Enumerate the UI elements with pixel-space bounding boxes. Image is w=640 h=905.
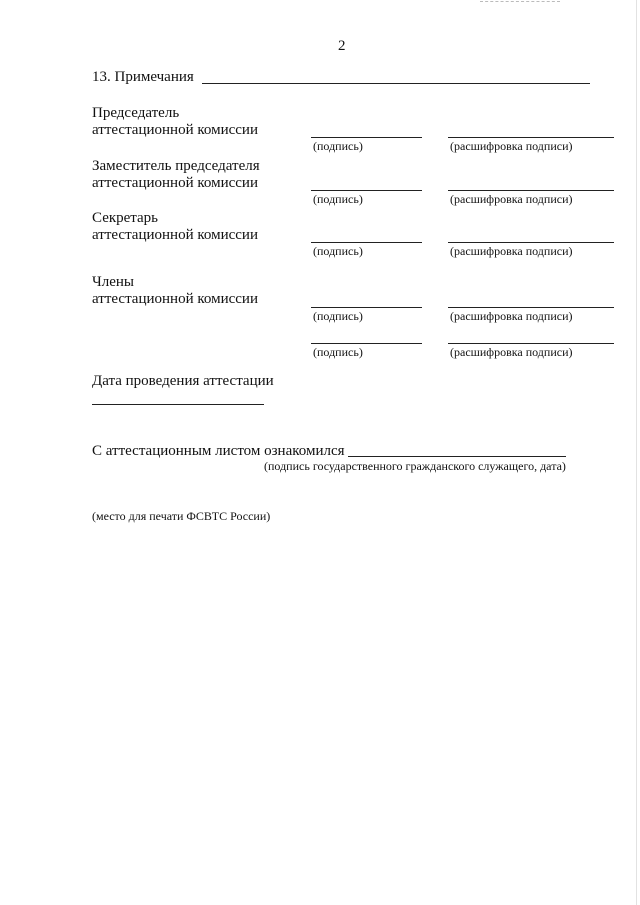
notes-label: 13. Примечания xyxy=(92,69,194,85)
member2-signature-caption: (подпись) xyxy=(313,345,363,359)
member2-decoding-caption: (расшифровка подписи) xyxy=(450,345,573,359)
acknowledged-caption: (подпись государственного гражданского служащего, дата) xyxy=(264,459,566,473)
deputy-commission: аттестационной комиссии xyxy=(92,175,258,191)
deputy-signature-caption: (подпись) xyxy=(313,192,363,206)
stamp-place: (место для печати ФСВТС России) xyxy=(92,509,271,523)
secretary-signature-caption: (подпись) xyxy=(313,244,363,258)
chairman-title: Председатель xyxy=(92,105,180,121)
deputy-decoding-line xyxy=(448,190,614,191)
attestation-date-line xyxy=(92,404,264,405)
members-commission: аттестационной комиссии xyxy=(92,291,258,307)
secretary-decoding-line xyxy=(448,242,614,243)
scan-edge-line xyxy=(636,0,637,905)
deputy-title: Заместитель председателя xyxy=(92,158,260,174)
deputy-signature-line xyxy=(311,190,422,191)
scan-edge-mark xyxy=(480,1,560,2)
acknowledged-label: С аттестационным листом ознакомился xyxy=(92,443,345,459)
members-title: Члены xyxy=(92,274,134,290)
secretary-decoding-caption: (расшифровка подписи) xyxy=(450,244,573,258)
member2-signature-line xyxy=(311,343,422,344)
chairman-commission: аттестационной комиссии xyxy=(92,122,258,138)
secretary-signature-line xyxy=(311,242,422,243)
attestation-date-label: Дата проведения аттестации xyxy=(92,373,274,389)
chairman-decoding-line xyxy=(448,137,614,138)
page-number: 2 xyxy=(338,38,346,54)
member1-signature-line xyxy=(311,307,422,308)
chairman-signature-caption: (подпись) xyxy=(313,139,363,153)
acknowledged-line xyxy=(348,456,566,457)
secretary-title: Секретарь xyxy=(92,210,159,226)
secretary-commission: аттестационной комиссии xyxy=(92,227,258,243)
chairman-decoding-caption: (расшифровка подписи) xyxy=(450,139,573,153)
chairman-signature-line xyxy=(311,137,422,138)
member2-decoding-line xyxy=(448,343,614,344)
deputy-decoding-caption: (расшифровка подписи) xyxy=(450,192,573,206)
notes-line xyxy=(202,83,590,84)
member1-decoding-caption: (расшифровка подписи) xyxy=(450,309,573,323)
member1-decoding-line xyxy=(448,307,614,308)
member1-signature-caption: (подпись) xyxy=(313,309,363,323)
